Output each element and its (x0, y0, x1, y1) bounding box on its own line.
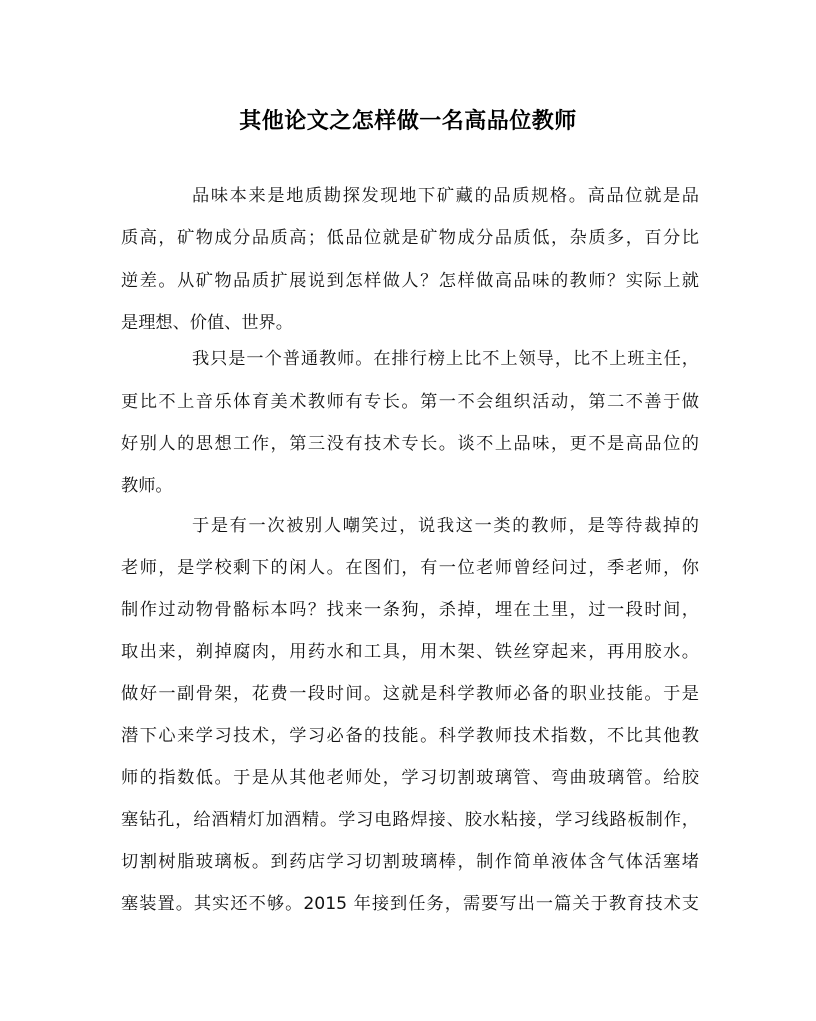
paragraph-2-line-1: 我只是一个普通教师。在排行榜上比不上领导，比不上班主任， (192, 349, 699, 369)
paragraph-3-line-5: 做好一副骨架，花费一段时间。这就是科学教师必备的职业技能。于是 (121, 684, 699, 704)
paragraph-3-line-6: 潜下心来学习技术，学习必备的技能。科学教师技术指数，不比其他教 (121, 726, 699, 746)
paragraph-3-line-7: 师的指数低。于是从其他老师处，学习切割玻璃管、弯曲玻璃管。给胶 (121, 768, 699, 788)
paragraph-1-line-3: 逆差。从矿物品质扩展说到怎样做人？怎样做高品味的教师？实际上就 (121, 271, 699, 291)
paragraph-3-line-2: 老师，是学校剩下的闲人。在图们，有一位老师曾经问过，季老师，你 (121, 558, 699, 578)
paragraph-3-line-10: 塞装置。其实还不够。2015 年接到任务，需要写出一篇关于教育技术支 (121, 894, 699, 914)
paragraph-2-line-4: 教师。 (121, 476, 173, 496)
paragraph-3-line-1: 于是有一次被别人嘲笑过，说我这一类的教师，是等待裁掉的 (192, 516, 699, 536)
paragraph-3-line-8: 塞钻孔，给酒精灯加酒精。学习电路焊接、胶水粘接，学习线路板制作， (121, 810, 699, 830)
paragraph-1-line-2: 质高，矿物成分品质高；低品位就是矿物成分品质低，杂质多，百分比 (121, 228, 699, 248)
paragraph-1-line-1: 品味本来是地质勘探发现地下矿藏的品质规格。高品位就是品 (192, 186, 699, 206)
paragraph-1-line-4: 是理想、价值、世界。 (121, 313, 293, 333)
paragraph-3-line-9: 切割树脂玻璃板。到药店学习切割玻璃棒，制作简单液体含气体活塞堵 (121, 852, 699, 872)
paragraph-2-line-2: 更比不上音乐体育美术教师有专长。第一不会组织活动，第二不善于做 (121, 392, 699, 412)
paragraph-2-line-3: 好别人的思想工作，第三没有技术专长。谈不上品味，更不是高品位的 (121, 434, 699, 454)
document-title: 其他论文之怎样做一名高品位教师 (239, 108, 577, 134)
paragraph-3-line-3: 制作过动物骨骼标本吗？找来一条狗，杀掉，埋在土里，过一段时间， (121, 600, 699, 620)
paragraph-3-line-4: 取出来，剃掉腐肉，用药水和工具，用木架、铁丝穿起来，再用胶水。 (121, 642, 699, 662)
